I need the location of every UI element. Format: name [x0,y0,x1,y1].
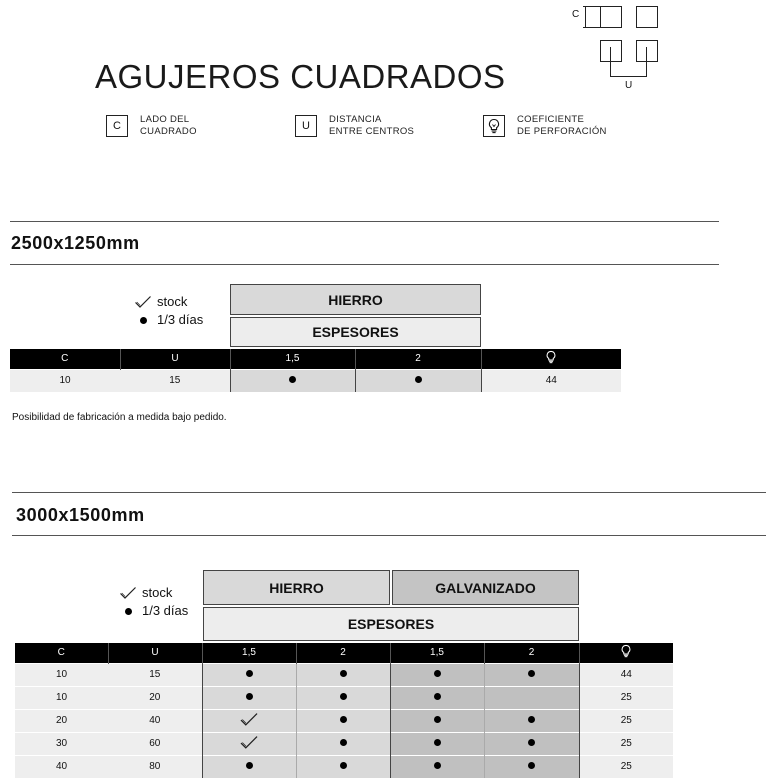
cell-hierro-1-5 [202,709,296,732]
cell-thickness-1-5 [230,369,355,392]
cell-u: 60 [108,732,202,755]
diagram-c-tick-top [583,6,601,7]
cell-galvanizado-2 [484,709,579,732]
dot-icon [434,762,441,769]
cell-c: 10 [15,686,108,709]
section2-stock-legend [118,584,188,620]
section2-table [15,643,673,778]
section2-rule-top [12,492,766,493]
check-icon [239,719,259,730]
cell-hierro-1-5 [202,663,296,686]
dot-icon [340,762,347,769]
page-title: AGUJEROS CUADRADOS [95,58,506,95]
section2-rule-bottom [12,535,766,536]
section2-group-espesores: ESPESORES [203,607,579,641]
cell-galvanizado-2 [484,755,579,778]
cell-galvanizado-2 [484,663,579,686]
cell-galvanizado-1-5 [390,709,484,732]
section1-rule-top [10,221,719,222]
cell-hierro-2 [296,732,390,755]
diagram-c-tick [585,6,586,28]
legend-u-box: U [295,115,317,137]
dot-icon [528,739,535,746]
cell-u: 80 [108,755,202,778]
diagram-square [636,40,658,62]
section2-group-galvanizado: GALVANIZADO [392,570,579,605]
section1-stock-legend [133,293,203,329]
cell-coefficient: 25 [579,686,673,709]
col-header-hierro-1-5: 1,5 [202,643,296,663]
check-icon [239,742,259,753]
diagram-square [600,6,622,28]
col-header-coefficient [579,643,673,663]
legend-side [106,114,197,138]
diagram-u-left [610,47,611,77]
cell-galvanizado-1-5 [390,755,484,778]
cell-hierro-2 [296,755,390,778]
check-icon [118,586,138,600]
diagram-c-label: C [572,9,580,20]
cell-galvanizado-2 [484,686,579,709]
cell-c: 10 [15,663,108,686]
dot-icon [528,670,535,677]
col-header-galvanizado-1-5: 1,5 [390,643,484,663]
diagram-u-label: U [625,80,633,91]
dot-icon [340,670,347,677]
cell-hierro-2 [296,709,390,732]
bulb-icon [545,350,557,364]
section1-group-hierro: HIERRO [230,284,481,315]
legend-distance [295,114,414,138]
days-label: 1/3 días [142,603,189,618]
cell-coefficient: 44 [579,663,673,686]
dot-icon [246,762,253,769]
stock-legend-row [133,293,203,311]
col-header-galvanizado-2: 2 [484,643,579,663]
cell-c: 30 [15,732,108,755]
section1-rule-bottom [10,264,719,265]
col-header-c: C [10,349,120,369]
legend-coefficient [483,114,607,138]
diagram-u-right [646,47,647,77]
dot-icon [340,693,347,700]
table-header-row [10,349,621,369]
cell-coefficient: 25 [579,732,673,755]
cell-u: 15 [108,663,202,686]
check-icon [133,295,153,309]
cell-coefficient: 25 [579,755,673,778]
dot-icon [246,693,253,700]
col-header-c: C [15,643,108,663]
bulb-icon [483,115,505,137]
cell-u: 15 [120,369,230,392]
legend-c-text: LADO DEL CUADRADO [140,114,197,137]
legend-u-text: DISTANCIA ENTRE CENTROS [329,114,415,137]
dot-icon [528,716,535,723]
custom-order-note: Posibilidad de fabricación a medida bajo pedido. [12,412,227,423]
dot-icon [340,739,347,746]
cell-coefficient: 44 [481,369,621,392]
stock-legend-row [118,584,188,602]
dot-icon [289,376,296,383]
section1-table [10,349,621,392]
col-header-u: U [120,349,230,369]
cell-coefficient: 25 [579,709,673,732]
cell-c: 10 [10,369,120,392]
dot-icon [434,670,441,677]
col-header-thickness-1-5: 1,5 [230,349,355,369]
stock-label: stock [157,294,188,309]
legend-coef-text: COEFICIENTE DE PERFORACIÓN [517,114,607,137]
section2-size-title: 3000x1500mm [16,505,145,525]
section2-group-hierro: HIERRO [203,570,390,605]
table-row [15,686,673,709]
dot-icon [340,716,347,723]
dot-icon [528,762,535,769]
section1-group-espesores: ESPESORES [230,317,481,347]
diagram-u-bar [610,76,647,77]
cell-hierro-1-5 [202,732,296,755]
cell-hierro-1-5 [202,686,296,709]
diagram-square [600,40,622,62]
cell-u: 40 [108,709,202,732]
diagram-c-tick-bottom [583,27,601,28]
table-row [15,709,673,732]
table-row [15,755,673,778]
cell-galvanizado-1-5 [390,732,484,755]
cell-hierro-2 [296,663,390,686]
table-header-row [15,643,673,663]
cell-galvanizado-1-5 [390,686,484,709]
cell-galvanizado-2 [484,732,579,755]
col-header-hierro-2: 2 [296,643,390,663]
col-header-thickness-2: 2 [355,349,481,369]
days-legend-row [118,602,188,620]
cell-galvanizado-1-5 [390,663,484,686]
section1-size-title: 2500x1250mm [11,233,140,253]
dot-icon [434,716,441,723]
col-header-u: U [108,643,202,663]
dot-icon [246,670,253,677]
cell-thickness-2 [355,369,481,392]
legend-c-box: C [106,115,128,137]
dot-icon [434,693,441,700]
cell-u: 20 [108,686,202,709]
diagram-square [636,6,658,28]
cell-hierro-2 [296,686,390,709]
dot-icon [434,739,441,746]
table-row [10,369,621,392]
cell-c: 40 [15,755,108,778]
days-legend-row [133,311,203,329]
cell-c: 20 [15,709,108,732]
col-header-coefficient [481,349,621,369]
stock-label: stock [142,585,173,600]
table-row [15,663,673,686]
dot-icon [415,376,422,383]
dot-icon [118,608,138,615]
dot-icon [133,317,153,324]
days-label: 1/3 días [157,312,204,327]
table-row [15,732,673,755]
bulb-icon [620,644,632,658]
cell-hierro-1-5 [202,755,296,778]
